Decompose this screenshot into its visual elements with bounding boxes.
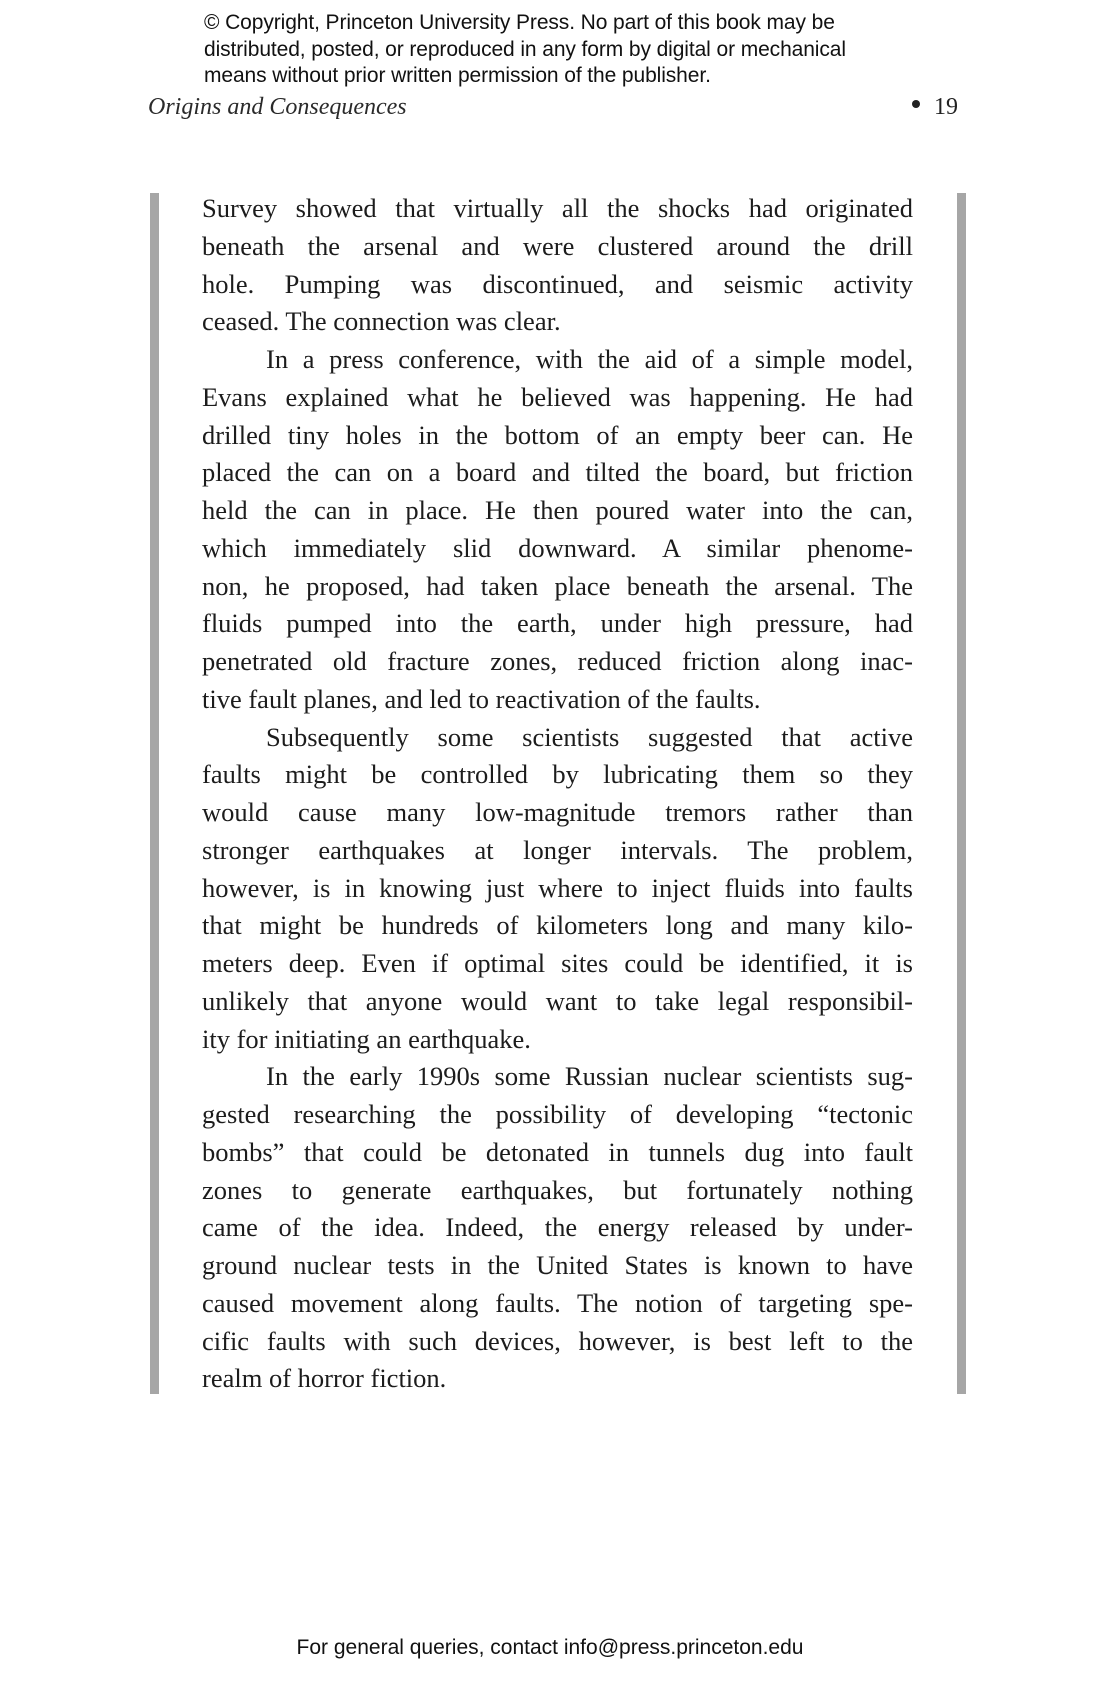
paragraph — [202, 1058, 913, 1398]
paragraph — [202, 341, 913, 719]
text-line: however, is in knowing just where to inject fluids into faults — [202, 872, 913, 903]
text-line: zones to generate earthquakes, but fortunately nothing — [202, 1174, 913, 1205]
text-line: In a press conference, with the aid of a simple model, — [266, 344, 913, 374]
paragraph — [202, 190, 913, 341]
page-number — [912, 94, 958, 121]
text-line: fluids pumped into the earth, under high pressure, had — [202, 608, 913, 639]
text-line: hole. Pumping was discontinued, and seismic activity — [202, 268, 913, 299]
text-line: beneath the arsenal and were clustered around the drill — [202, 230, 913, 261]
text-line: ity for initiating an earthquake. — [202, 1023, 531, 1054]
text-line: came of the idea. Indeed, the energy released by under- — [202, 1212, 913, 1243]
text-line: drilled tiny holes in the bottom of an empty beer can. He — [202, 419, 913, 450]
text-line: ceased. The connection was clear. — [202, 306, 561, 337]
text-line: penetrated old fracture zones, reduced friction along inac- — [202, 646, 913, 676]
copyright-line: distributed, posted, or reproduced in any form by digital or mechanical — [204, 37, 846, 61]
text-line: In the early 1990s some Russian nuclear scientists sug- — [266, 1061, 913, 1092]
right-margin-bar — [957, 193, 966, 1394]
text-line: unlikely that anyone would want to take legal responsibil- — [202, 985, 913, 1016]
text-line: ground nuclear tests in the United States is known to have — [202, 1250, 913, 1280]
text-line: realm of horror fiction. — [202, 1363, 447, 1394]
page-number-value: 19 — [934, 94, 958, 120]
text-line: stronger earthquakes at longer intervals. The problem, — [202, 834, 913, 865]
text-line: meters deep. Even if optimal sites could be identified, it is — [202, 948, 913, 978]
text-line: non, he proposed, had taken place beneath the arsenal. The — [202, 570, 913, 601]
bullet-icon — [912, 100, 920, 108]
text-line: cific faults with such devices, however, is best left to the — [202, 1325, 913, 1356]
copyright-line: means without prior written permission of the publisher. — [204, 64, 711, 87]
text-line: which immediately slid downward. A similar phenome- — [202, 532, 913, 563]
text-line: caused movement along faults. The notion of targeting spe- — [202, 1287, 913, 1318]
running-head: Origins and Consequences — [148, 94, 407, 120]
text-line: tive fault planes, and led to reactivation of the faults. — [202, 683, 761, 714]
text-line: bombs” that could be detonated in tunnels dug into fault — [202, 1136, 913, 1167]
text-line: would cause many low-magnitude tremors rather than — [202, 797, 913, 827]
text-line: held the can in place. He then poured water into the can, — [202, 495, 913, 525]
text-line: placed the can on a board and tilted the board, but friction — [202, 457, 913, 488]
paragraph — [202, 719, 913, 1059]
text-line: that might be hundreds of kilometers long and many kilo- — [202, 910, 913, 941]
left-margin-bar — [150, 193, 159, 1394]
text-line: gested researching the possibility of developing “tectonic — [202, 1099, 913, 1129]
footer-contact: For general queries, contact info@press.princeton.edu — [296, 1636, 804, 1659]
copyright-line: © Copyright, Princeton University Press. No part of this book may be — [204, 11, 835, 34]
text-line: faults might be controlled by lubricating them so they — [202, 759, 913, 790]
text-line: Evans explained what he believed was happening. He had — [202, 381, 913, 412]
body-text — [202, 190, 913, 1398]
copyright-notice — [204, 10, 846, 90]
text-line: Subsequently some scientists suggested that active — [266, 721, 913, 752]
text-line: Survey showed that virtually all the shocks had originated — [202, 193, 913, 223]
